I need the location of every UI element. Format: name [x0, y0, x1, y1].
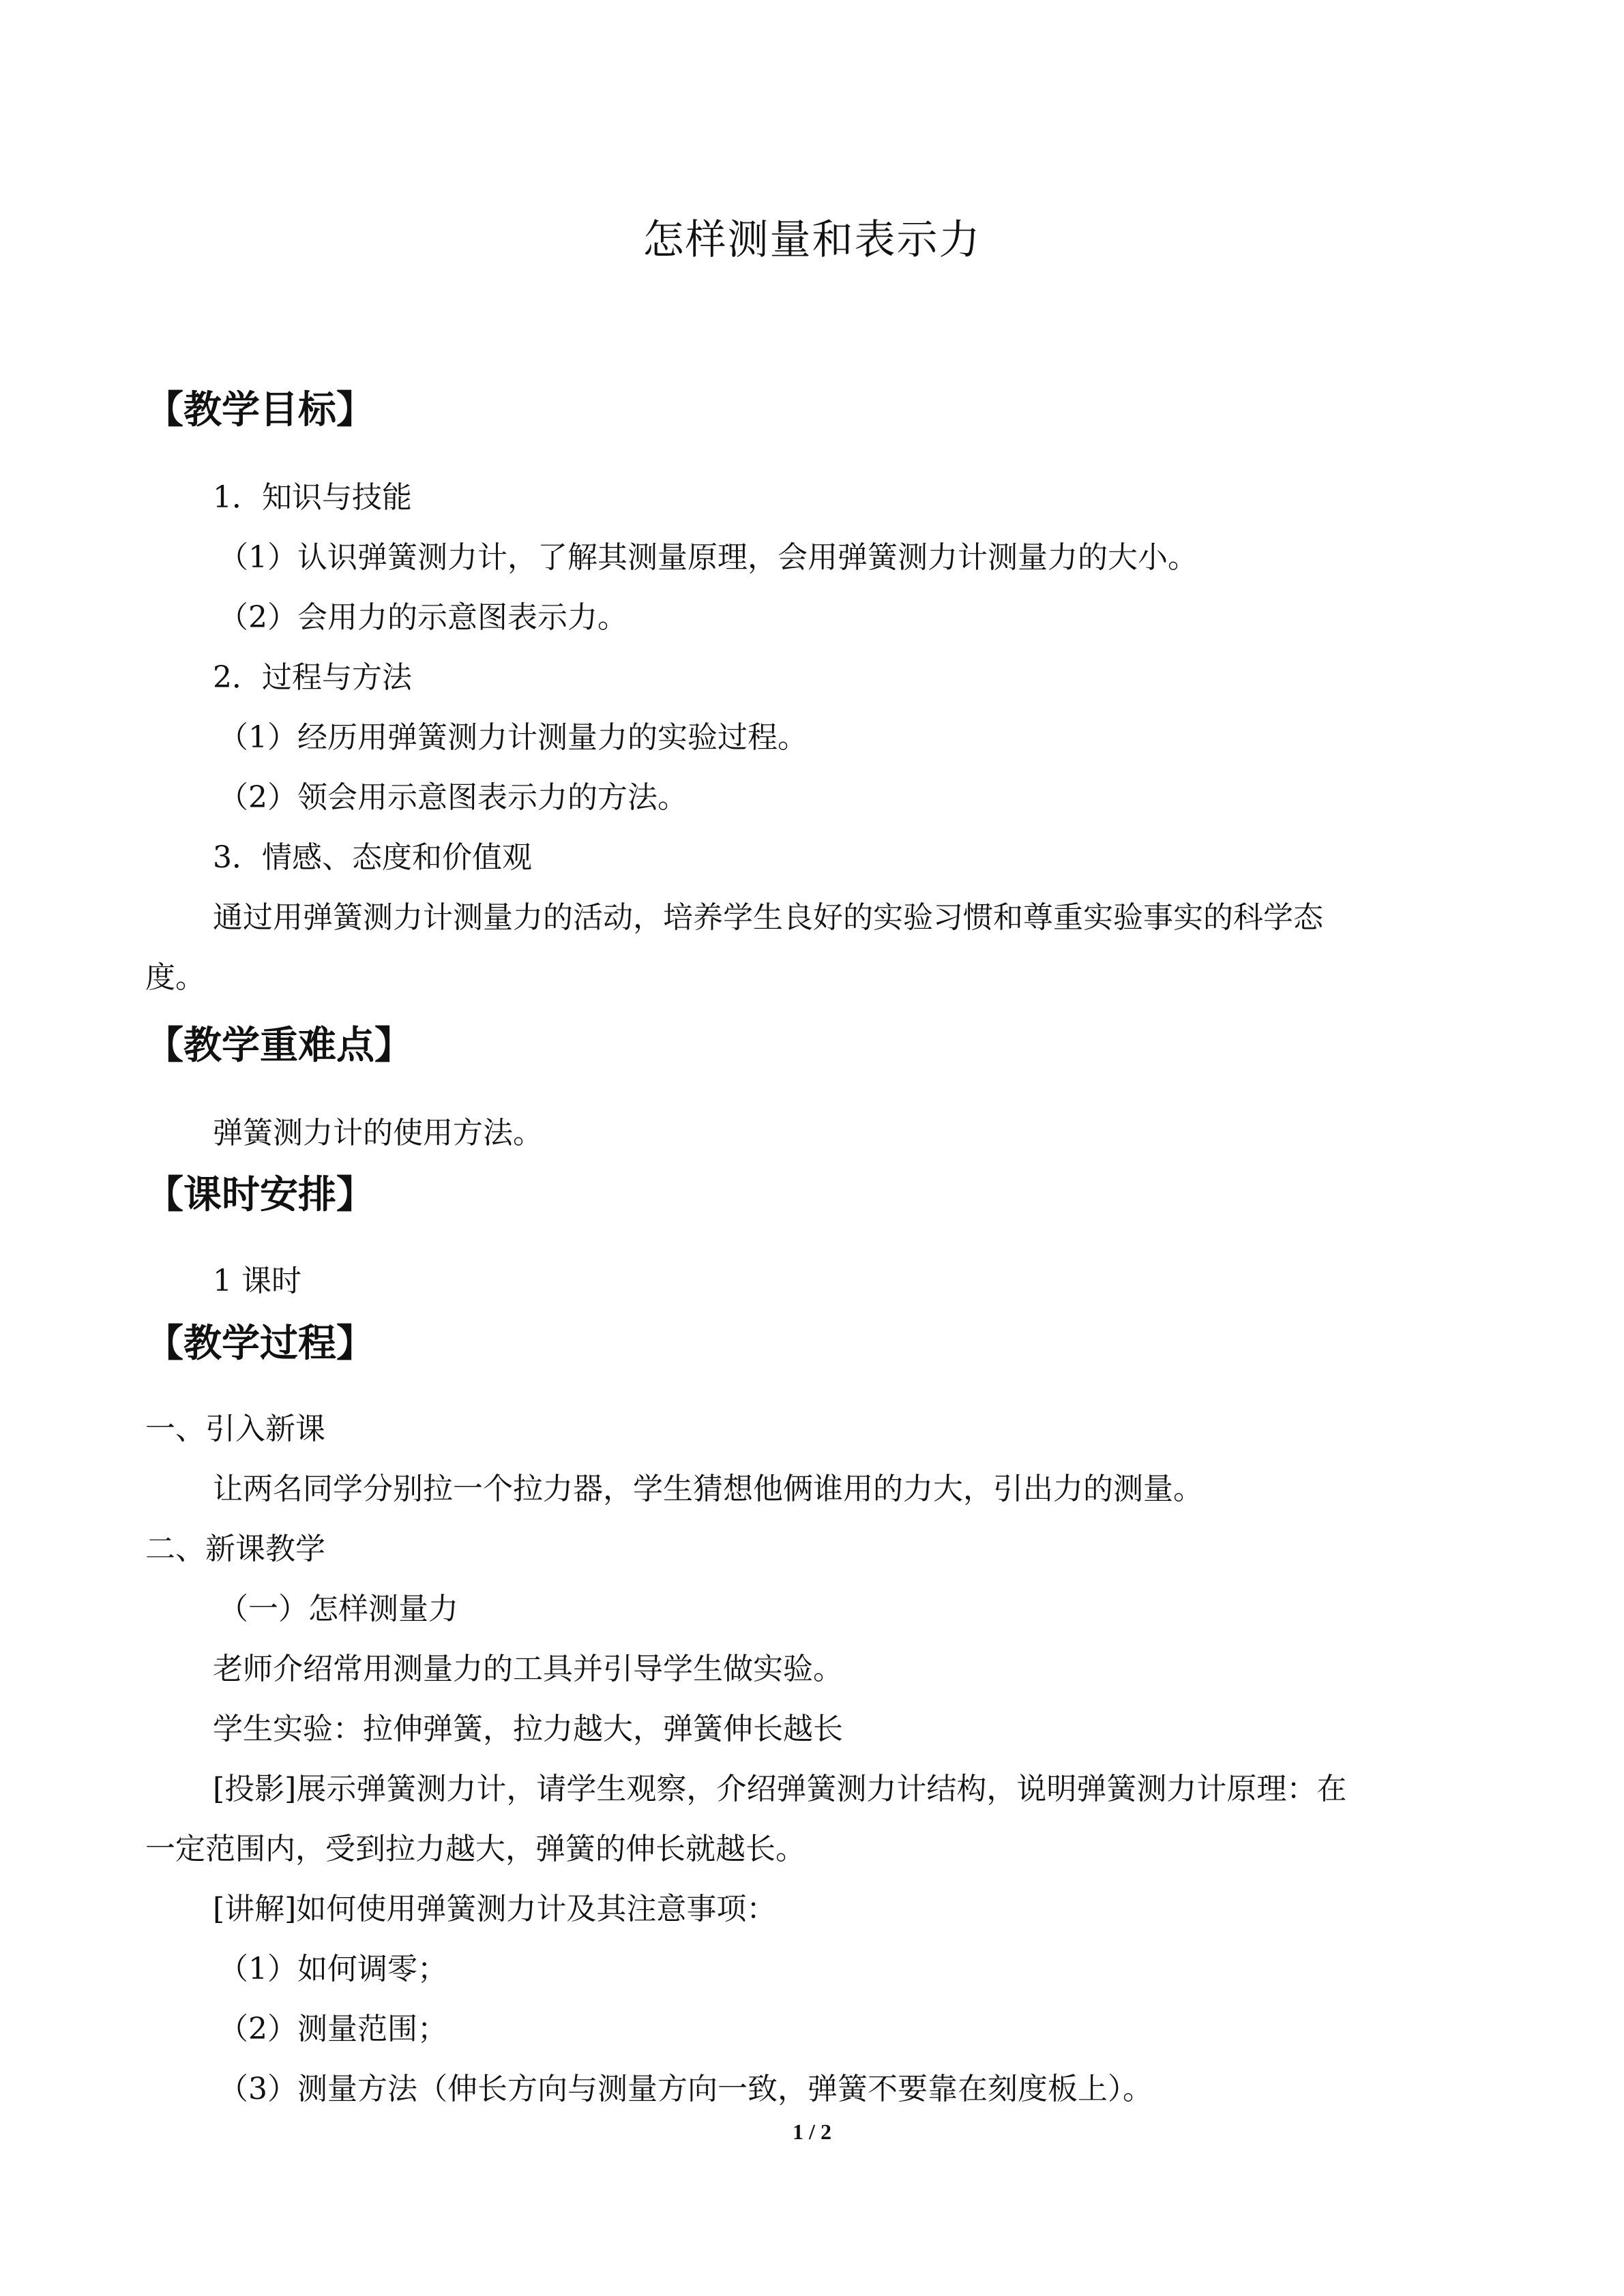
process-intro-text: 让两名同学分别拉一个拉力器，学生猜想他俩谁用的力大，引出力的测量。 [213, 1472, 1203, 1506]
process-step-2: （2）测量范围； [218, 2012, 447, 2046]
objective-process-item-2: （2）领会用示意图表示力的方法。 [218, 780, 688, 815]
process-projection: [投影]展示弹簧测力计，请学生观察，介绍弹簧测力计结构，说明弹簧测力计原理：在 [213, 1772, 1347, 1806]
heading-process: 【教学过程】 [145, 1322, 374, 1366]
heading-key-points: 【教学重难点】 [145, 1024, 413, 1068]
objective-emotion-title: 3．情感、态度和价值观 [213, 840, 532, 875]
document-title: 怎样测量和表示力 [643, 216, 981, 264]
process-student-experiment: 学生实验：拉伸弹簧，拉力越大，弹簧伸长越长 [213, 1712, 843, 1746]
objective-knowledge-item-1: （1）认识弹簧测力计，了解其测量原理，会用弹簧测力计测量力的大小。 [218, 540, 1198, 575]
objective-knowledge-title: 1．知识与技能 [213, 480, 412, 515]
objective-knowledge-item-2: （2）会用力的示意图表示力。 [218, 600, 628, 635]
objective-emotion-text: 通过用弹簧测力计测量力的活动，培养学生良好的实验习惯和尊重实验事实的科学态 [213, 900, 1323, 935]
objective-process-title: 2．过程与方法 [213, 660, 412, 695]
objective-emotion-text-cont: 度。 [145, 960, 205, 995]
process-new-title: 二、新课教学 [145, 1532, 325, 1566]
process-step-1: （1）如何调零； [218, 1952, 447, 1986]
process-step-3: （3）测量方法（伸长方向与测量方向一致，弹簧不要靠在刻度板上）。 [218, 2072, 1153, 2106]
process-teacher-intro: 老师介绍常用测量力的工具并引导学生做实验。 [213, 1652, 843, 1686]
process-sub-title: （一）怎样测量力 [218, 1592, 458, 1626]
schedule-text: 1 课时 [213, 1264, 301, 1298]
page-number: 1 / 2 [793, 2119, 831, 2144]
objective-process-item-1: （1）经历用弹簧测力计测量力的实验过程。 [218, 720, 808, 755]
process-intro-title: 一、引入新课 [145, 1412, 325, 1446]
key-points-text: 弹簧测力计的使用方法。 [213, 1116, 543, 1150]
process-projection-cont: 一定范围内，受到拉力越大，弹簧的伸长就越长。 [145, 1832, 806, 1866]
process-explain: [讲解]如何使用弹簧测力计及其注意事项： [213, 1892, 777, 1926]
heading-objectives: 【教学目标】 [145, 388, 374, 432]
heading-schedule: 【课时安排】 [145, 1173, 374, 1217]
